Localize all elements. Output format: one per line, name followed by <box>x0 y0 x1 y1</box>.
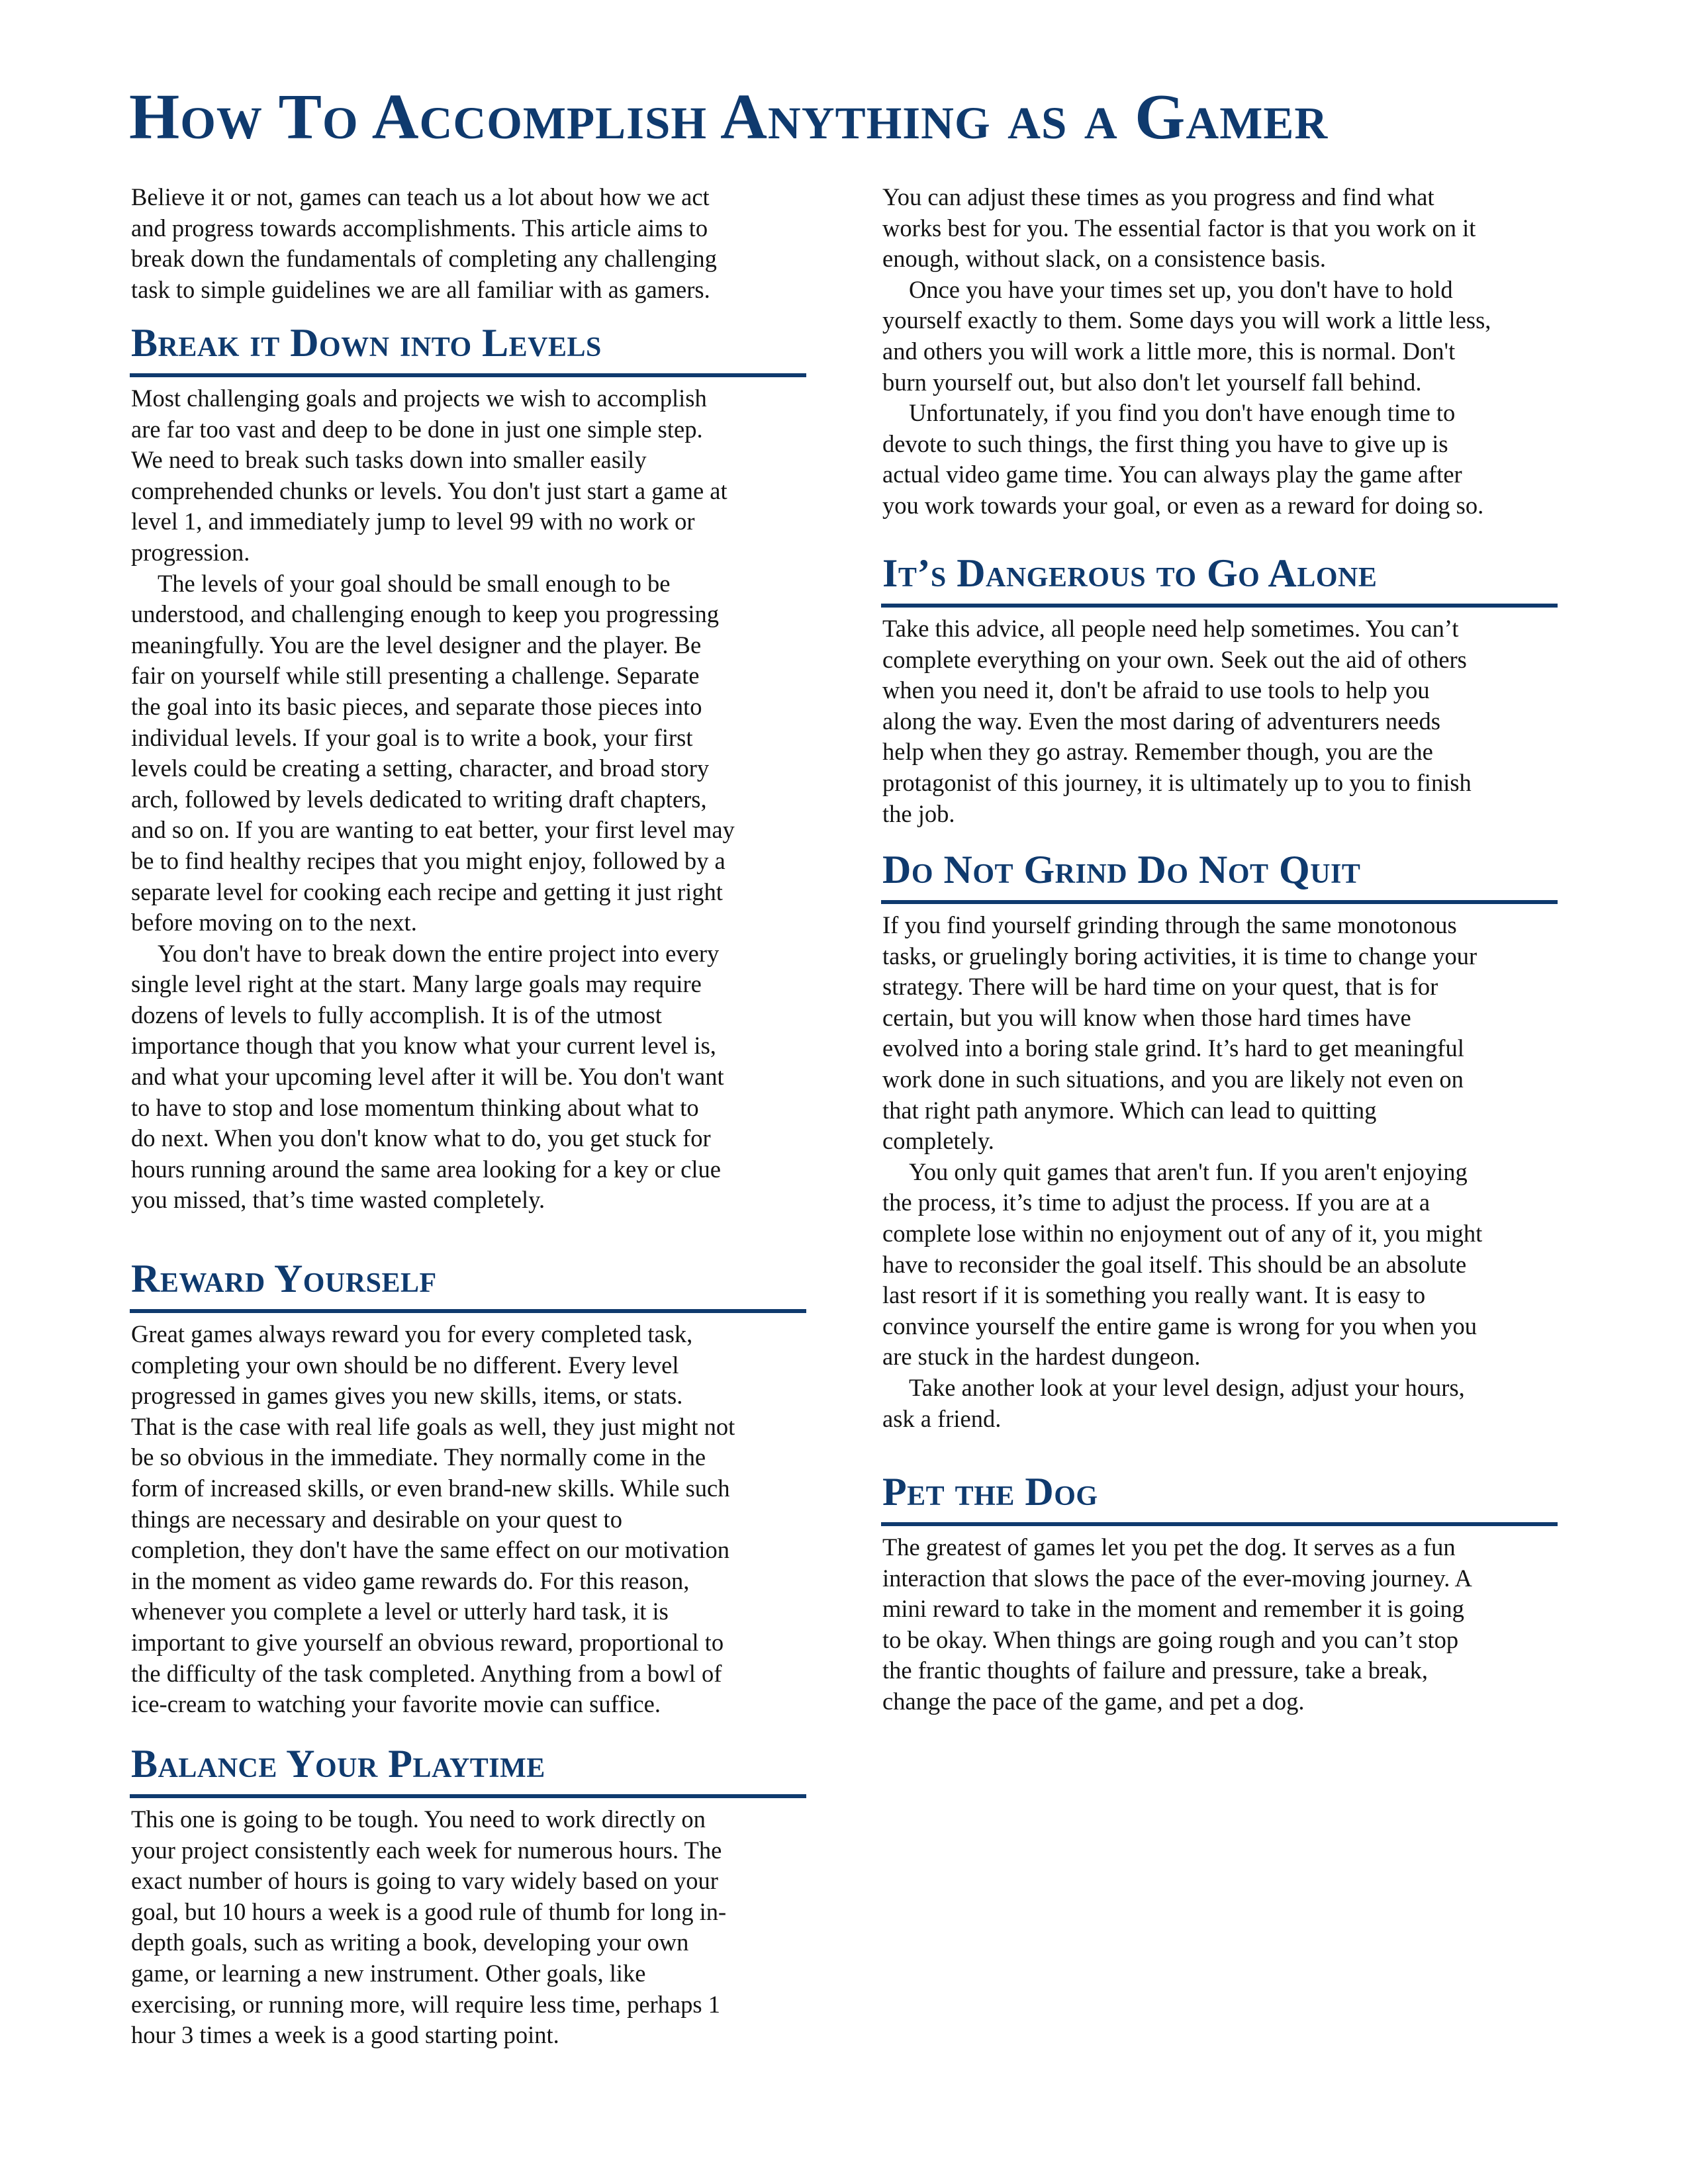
text-line: Most challenging goals and projects we wish to accomplish <box>131 385 707 412</box>
text-line: are far too vast and deep to be done in just one simple step. <box>131 415 703 443</box>
text-line: arch, followed by levels dedicated to writing draft chapters, <box>131 785 707 813</box>
section-heading-pet-the-dog <box>882 1467 1558 1526</box>
heading-rule <box>881 604 1558 608</box>
heading-rule <box>130 1794 806 1798</box>
text-line: the job. <box>882 799 955 827</box>
text-line: Once you have your times set up, you don't have to hold <box>909 275 1453 303</box>
text-line: progression. <box>131 538 250 566</box>
section-body-break-it-down <box>131 383 806 1216</box>
text-line: when you need it, don't be afraid to use tools to help you <box>882 676 1430 704</box>
heading-rule <box>130 373 806 377</box>
text-line: understood, and challenging enough to keep you progressing <box>131 600 719 628</box>
text-line: ice-cream to watching your favorite movie can suffice. <box>131 1690 661 1718</box>
text-line: completion, they don't have the same effect on our motivation <box>131 1536 729 1564</box>
text-line: hour 3 times a week is a good starting point. <box>131 2021 559 2049</box>
right-column <box>882 0 1558 2184</box>
text-line: progressed in games gives you new skills, items, or stats. <box>131 1382 683 1410</box>
text-line: separate level for cooking each recipe and getting it just right <box>131 878 723 905</box>
page-title: How To Accomplish Anything as a Gamer <box>129 81 1329 153</box>
text-line: complete everything on your own. Seek out the aid of others <box>882 645 1467 673</box>
text-line: in the moment as video game rewards do. For this reason, <box>131 1567 690 1594</box>
text-line: certain, but you will know when those hard times have <box>882 1003 1411 1031</box>
text-line: and others you will work a little more, this is normal. Don't <box>882 337 1456 365</box>
text-line: work done in such situations, and you are likely not even on <box>882 1065 1464 1093</box>
text-line: and progress towards accomplishments. This article aims to <box>131 214 708 242</box>
text-line: ask a friend. <box>882 1404 1002 1432</box>
text-line: yourself exactly to them. Some days you will work a little less, <box>882 306 1491 334</box>
text-line: and so on. If you are wanting to eat better, your first level may <box>131 816 735 844</box>
text-line: you work towards your goal, or even as a reward for doing so. <box>882 491 1484 519</box>
heading-rule <box>881 1522 1558 1526</box>
text-line: That is the case with real life goals as well, they just might not <box>131 1412 735 1440</box>
text-line: break down the fundamentals of completing any challenging <box>131 245 717 273</box>
heading-text: Balance Your Playtime <box>131 1742 545 1786</box>
text-line: things are necessary and desirable on your quest to <box>131 1505 622 1533</box>
text-line: individual levels. If your goal is to write a book, your first <box>131 723 693 751</box>
text-line: evolved into a boring stale grind. It’s hard to get meaningful <box>882 1034 1464 1062</box>
text-line: help when they go astray. Remember though, you are the <box>882 738 1433 766</box>
text-line: form of increased skills, or even brand-new skills. While such <box>131 1474 730 1502</box>
text-line: tasks, or gruelingly boring activities, it is time to change your <box>882 942 1477 970</box>
heading-text: Reward Yourself <box>131 1257 437 1300</box>
text-line: You can adjust these times as you progress and find what <box>882 183 1434 210</box>
text-line: We need to break such tasks down into smaller easily <box>131 446 647 474</box>
section-heading-break-it-down <box>131 318 806 377</box>
text-line: the difficulty of the task completed. Anything from a bowl of <box>131 1659 722 1687</box>
text-line: protagonist of this journey, it is ultimately up to you to finish <box>882 768 1472 796</box>
text-line: completely. <box>882 1127 994 1155</box>
section-body-reward-yourself <box>131 1319 806 1720</box>
text-line: Believe it or not, games can teach us a lot about how we act <box>131 183 710 210</box>
balance-continued-paragraphs <box>882 182 1558 522</box>
section-heading-dangerous-alone <box>882 548 1558 608</box>
text-line: depth goals, such as writing a book, developing your own <box>131 1929 689 1956</box>
section-heading-do-not-grind <box>882 844 1558 904</box>
text-line: do next. When you don't know what to do, you get stuck for <box>131 1124 711 1152</box>
heading-text: Break it Down into Levels <box>131 321 602 365</box>
text-line: comprehended chunks or levels. You don't just start a game at <box>131 477 727 504</box>
text-line: single level right at the start. Many large goals may require <box>131 970 702 998</box>
text-line: Unfortunately, if you find you don't have enough time to <box>909 399 1456 427</box>
text-line: enough, without slack, on a consistence basis. <box>882 245 1327 273</box>
text-line: This one is going to be tough. You need to work directly on <box>131 1805 706 1833</box>
heading-text: It’s Dangerous to Go Alone <box>882 551 1378 595</box>
text-line: the process, it’s time to adjust the process. If you are at a <box>882 1189 1430 1216</box>
text-line: mini reward to take in the moment and remember it is going <box>882 1595 1464 1623</box>
text-line: the goal into its basic pieces, and separate those pieces into <box>131 692 702 720</box>
text-line: along the way. Even the most daring of adventurers needs <box>882 707 1440 735</box>
section-heading-balance-playtime <box>131 1739 806 1798</box>
heading-text: Do Not Grind Do Not Quit <box>882 848 1361 891</box>
text-line: actual video game time. You can always play the game after <box>882 461 1462 488</box>
text-line: You don't have to break down the entire project into every <box>158 939 720 967</box>
text-line: be so obvious in the immediate. They normally come in the <box>131 1443 706 1471</box>
heading-text: Pet the Dog <box>882 1470 1098 1514</box>
text-line: to be okay. When things are going rough and you can’t stop <box>882 1625 1459 1653</box>
text-line: your project consistently each week for numerous hours. The <box>131 1836 722 1864</box>
text-line: the frantic thoughts of failure and pressure, take a break, <box>882 1657 1428 1684</box>
text-line: last resort if it is something you really want. It is easy to <box>882 1281 1426 1309</box>
text-line: Take another look at your level design, adjust your hours, <box>909 1373 1465 1401</box>
section-body-dangerous-alone <box>882 614 1558 829</box>
text-line: game, or learning a new instrument. Other goals, like <box>131 1959 646 1987</box>
text-line: are stuck in the hardest dungeon. <box>882 1343 1201 1371</box>
text-line: complete lose within no enjoyment out of any of it, you might <box>882 1219 1483 1247</box>
text-line: whenever you complete a level or utterly hard task, it is <box>131 1598 669 1625</box>
text-line: devote to such things, the first thing you have to give up is <box>882 430 1448 457</box>
text-line: dozens of levels to fully accomplish. It is of the utmost <box>131 1001 662 1028</box>
text-line: you missed, that’s time wasted completely. <box>131 1186 545 1214</box>
left-column <box>131 0 806 2184</box>
heading-rule <box>881 900 1558 904</box>
heading-rule <box>130 1309 806 1313</box>
text-line: change the pace of the game, and pet a dog. <box>882 1687 1305 1715</box>
section-heading-reward-yourself <box>131 1253 806 1313</box>
text-line: convince yourself the entire game is wrong for you when you <box>882 1312 1477 1340</box>
text-line: to have to stop and lose momentum thinking about what to <box>131 1093 699 1121</box>
text-line: and what your upcoming level after it will be. You don't want <box>131 1063 724 1091</box>
section-body-pet-the-dog <box>882 1532 1558 1717</box>
text-line: You only quit games that aren't fun. If you aren't enjoying <box>909 1158 1468 1185</box>
text-line: exact number of hours is going to vary widely based on your <box>131 1867 718 1895</box>
text-line: before moving on to the next. <box>131 909 417 936</box>
text-line: be to find healthy recipes that you might enjoy, followed by a <box>131 846 726 874</box>
text-line: importance though that you know what your current level is, <box>131 1032 716 1060</box>
text-line: completing your own should be no different. Every level <box>131 1351 679 1379</box>
text-line: Take this advice, all people need help sometimes. You can’t <box>882 615 1459 642</box>
text-line: If you find yourself grinding through the same monotonous <box>882 911 1457 938</box>
text-line: Great games always reward you for every completed task, <box>131 1320 693 1347</box>
section-body-do-not-grind <box>882 910 1558 1434</box>
text-line: burn yourself out, but also don't let yourself fall behind. <box>882 368 1422 396</box>
intro-paragraph <box>131 182 806 305</box>
text-line: interaction that slows the pace of the ever-moving journey. A <box>882 1564 1472 1592</box>
text-line: goal, but 10 hours a week is a good rule of thumb for long in- <box>131 1897 727 1925</box>
text-line: level 1, and immediately jump to level 99 with no work or <box>131 508 695 535</box>
text-line: The greatest of games let you pet the dog. It serves as a fun <box>882 1533 1456 1561</box>
text-line: levels could be creating a setting, character, and broad story <box>131 754 710 782</box>
text-line: that right path anymore. Which can lead to quitting <box>882 1096 1377 1124</box>
text-line: important to give yourself an obvious reward, proportional to <box>131 1628 724 1656</box>
text-line: fair on yourself while still presenting a challenge. Separate <box>131 662 700 690</box>
text-line: meaningfully. You are the level designer and the player. Be <box>131 631 702 659</box>
text-line: hours running around the same area looking for a key or clue <box>131 1155 721 1183</box>
text-line: The levels of your goal should be small enough to be <box>158 569 671 597</box>
text-line: task to simple guidelines we are all familiar with as gamers. <box>131 275 710 303</box>
text-line: works best for you. The essential factor is that you work on it <box>882 214 1476 242</box>
text-line: exercising, or running more, will require less time, perhaps 1 <box>131 1990 720 2018</box>
text-line: have to reconsider the goal itself. This should be an absolute <box>882 1250 1467 1278</box>
text-line: strategy. There will be hard time on your quest, that is for <box>882 973 1438 1001</box>
section-body-balance-playtime <box>131 1804 806 2051</box>
